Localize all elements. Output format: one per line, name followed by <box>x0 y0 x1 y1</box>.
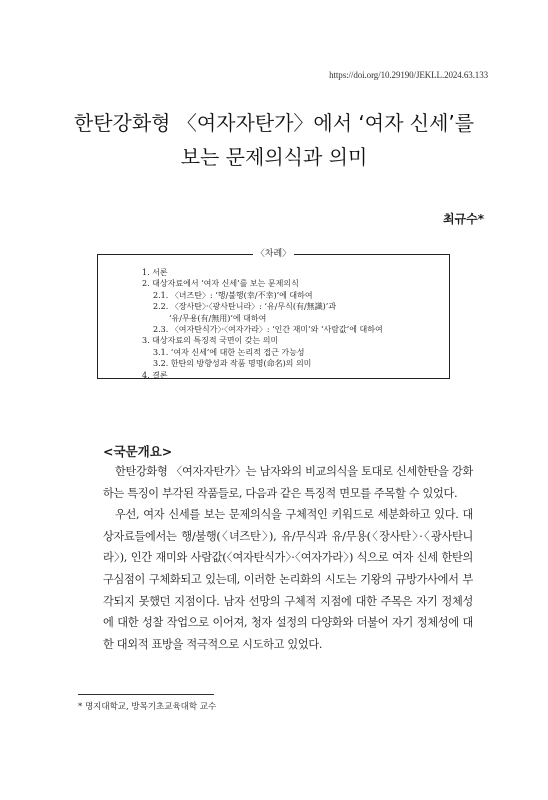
toc-item: 1. 서론 <box>142 268 168 277</box>
toc-item: 4. 결론 <box>142 370 168 380</box>
paper-title <box>0 106 548 174</box>
toc-item: 2.1. 〈녀즈탄〉: ‘행/불행(幸/不幸)’에 대하여 <box>153 290 313 300</box>
toc-item: 3.1. ‘여자 신세’에 대한 논리적 접근 가능성 <box>153 347 305 357</box>
footnote: * 명지대학교, 방목기초교육대학 교수 <box>78 702 217 712</box>
title-line-1: 한탄강화형 〈여자자탄가〉에서 ‘여자 신세’를 <box>73 111 475 135</box>
abstract-paragraph: 우선, 여자 신세를 보는 문제의식을 구체적인 키워드로 세분화하고 있다. 대상자료들에서는 행/불행(〈녀즈탄〉), 유/무식과 유/무용(〈장사탄〉·〈광사탄니라〉), 인간 재미와 사람값(〈여자탄식가〉·〈여자가라〉) 식으로 여자 신세 한탄의 구심점이 구체화되고 있는데, 이러한 논리화의 시도는 기왕의 규방가사에서 부각되지 못했던 지점이다. 남자 선망의 구체적 지점에 대한 주목은 자기 정체성에 대한 성찰 작업으로 이어져, 청자 설정의 다양화와 더불어 자기 정체성에 대한 대외적 표방을 적극적으로 시도하고 있었다. <box>103 508 473 651</box>
abstract-paragraph: 한탄강화형 〈여자자탄가〉는 남자와의 비교의식을 토대로 신세한탄을 강화하는 특징이 부각된 작품들로, 다음과 같은 특징적 면모를 주목할 수 있었다. <box>103 465 473 500</box>
table-of-contents <box>97 249 450 380</box>
author-name: 최규수* <box>442 212 484 226</box>
toc-list <box>142 267 383 381</box>
toc-item: ‘유/무용(有/無用)’에 대하여 <box>169 313 267 323</box>
title-line-2: 보는 문제의식과 의미 <box>180 145 368 169</box>
toc-item: 3.2. 한탄의 방향성과 작품 명명(命名)의 의미 <box>153 359 312 369</box>
toc-heading-label: 〈차례〉 <box>253 249 294 259</box>
toc-item: 3. 대상자료의 특징적 국면이 갖는 의미 <box>142 336 279 346</box>
footnote-divider <box>78 694 214 695</box>
abstract-body <box>103 461 473 655</box>
doi-link[interactable]: https://doi.org/10.29190/JEKLL.2024.63.133 <box>329 70 488 80</box>
toc-item: 2.2. 〈장사탄〉·〈광사탄니라〉: ‘유/무식(有/無識)’과 <box>153 302 337 312</box>
toc-heading <box>98 248 449 260</box>
abstract-heading: <국문개요> <box>103 444 173 459</box>
toc-item: 2. 대상자료에서 ‘여자 신세’를 보는 문제의식 <box>142 279 299 289</box>
toc-item: 2.3. 〈여자탄식가〉·〈여자가라〉: ‘인간 재미’와 ‘사람값’에 대하여 <box>153 325 383 335</box>
